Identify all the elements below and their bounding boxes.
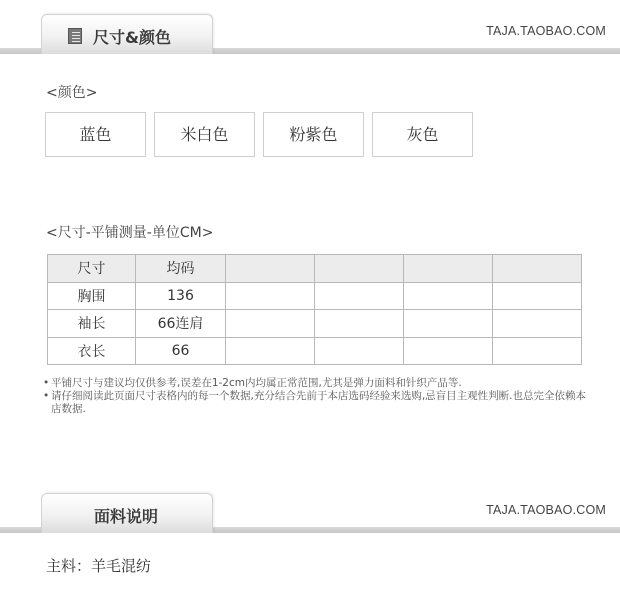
site-url: TAJA.TAOBAO.COM: [486, 503, 606, 517]
table-cell: 衣长: [48, 337, 136, 365]
table-cell: 胸围: [48, 282, 136, 310]
table-cell: 66: [136, 337, 226, 365]
note-item: [43, 390, 594, 416]
site-url: TAJA.TAOBAO.COM: [486, 24, 606, 38]
colors-label: <颜色>: [46, 85, 98, 101]
table-header-cell: [404, 255, 493, 283]
size-table: [47, 254, 582, 365]
table-cell: 136: [136, 282, 226, 310]
color-option: 蓝色: [45, 112, 146, 157]
table-cell: [226, 282, 315, 310]
table-header-cell: 尺寸: [48, 255, 136, 283]
bullet-icon: •: [43, 390, 50, 402]
table-row: [48, 337, 582, 365]
note-text: 平铺尺寸与建议均仅供参考,误差在1-2cm内均属正常范围,尤其是弹力面料和针织产品等.: [51, 377, 462, 389]
table-cell: [315, 310, 404, 338]
header-tab: [41, 493, 213, 533]
table-cell: [493, 337, 582, 365]
table-cell: [226, 310, 315, 338]
document-icon: [68, 28, 82, 44]
color-option: 粉紫色: [263, 112, 364, 157]
note-text: 请仔细阅读此页面尺寸表格内的每一个数据,充分结合先前于本店选码经验来选购,忌盲目主观性判断.也总完全依赖本店数据.: [51, 390, 587, 415]
table-cell: 66连肩: [136, 310, 226, 338]
note-item: [43, 377, 594, 390]
table-cell: [493, 282, 582, 310]
table-cell: [404, 337, 493, 365]
bullet-icon: •: [43, 377, 50, 389]
color-option: 灰色: [372, 112, 473, 157]
table-row: [48, 282, 582, 310]
table-header-row: [48, 255, 582, 283]
table-cell: [226, 337, 315, 365]
table-header-cell: [226, 255, 315, 283]
table-row: [48, 310, 582, 338]
header-tab: [41, 14, 213, 54]
table-cell: [315, 337, 404, 365]
section-title: 尺寸&颜色: [93, 28, 171, 47]
table-cell: [404, 282, 493, 310]
size-table-label: <尺寸-平铺测量-单位CM>: [46, 225, 214, 241]
table-cell: [315, 282, 404, 310]
table-header-cell: 均码: [136, 255, 226, 283]
table-cell: [404, 310, 493, 338]
table-cell: [493, 310, 582, 338]
section-title: 面料说明: [94, 507, 159, 526]
table-cell: 袖长: [48, 310, 136, 338]
material-text: 主料：羊毛混纺: [46, 557, 152, 575]
section-header-size-color: [0, 14, 620, 54]
table-header-cell: [493, 255, 582, 283]
color-option: 米白色: [154, 112, 255, 157]
table-header-cell: [315, 255, 404, 283]
section-header-fabric: [0, 493, 620, 533]
